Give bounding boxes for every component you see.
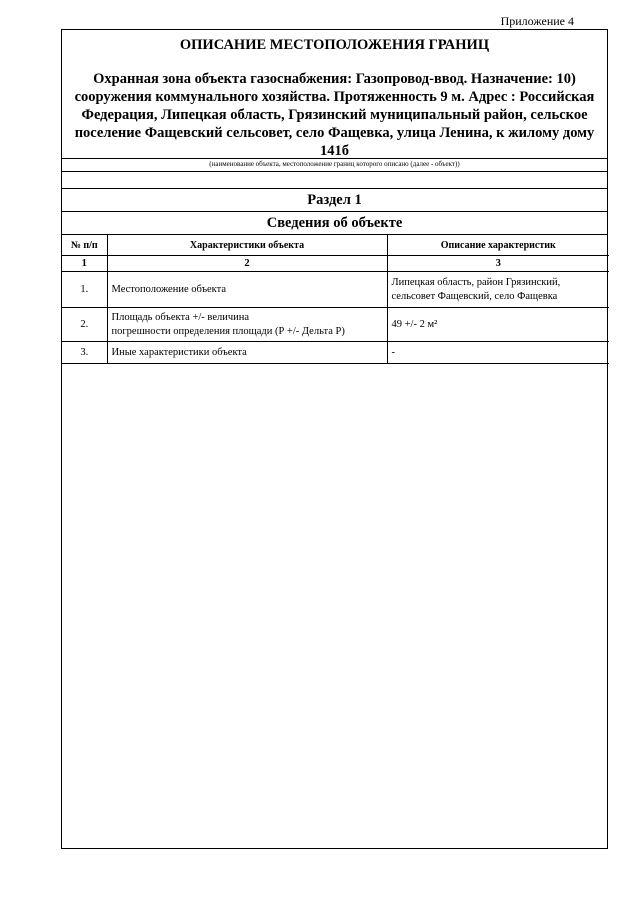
header-number: № п/п	[62, 235, 107, 256]
row-number: 2.	[62, 308, 107, 342]
table-row	[62, 272, 609, 308]
row-description-line: сельсовет Фащевский, село Фащевка	[391, 290, 558, 302]
object-description: Охранная зона объекта газоснабжения: Газопровод-ввод. Назначение: 10) сооружения коммунального хозяйства. Протяженность 9 м. Адрес : Российская Федерация, Липецкая область, Грязинский муниципальный район, сельское поселение Фащевский сельсовет, село Фащевка, улица Ленина, к жилому дому 141б	[74, 71, 595, 159]
row-number: 3.	[62, 342, 107, 364]
row-description: -	[387, 342, 609, 364]
object-caption: (наименование объекта, местоположение границ которого описано (далее - объект))	[62, 158, 607, 172]
column-number-3: 3	[387, 256, 609, 272]
document-title: ОПИСАНИЕ МЕСТОПОЛОЖЕНИЯ ГРАНИЦ	[179, 37, 490, 53]
header-characteristic: Характеристики объекта	[107, 235, 387, 256]
appendix-label: Приложение 4	[500, 14, 574, 28]
document-frame	[61, 29, 608, 849]
column-number-1: 1	[62, 256, 107, 272]
table-column-numbers-row	[62, 256, 609, 272]
section-subtitle: Сведения об объекте	[62, 212, 607, 235]
header-description: Описание характеристик	[387, 235, 609, 256]
column-number-2: 2	[107, 256, 387, 272]
row-characteristic: Местоположение объекта	[107, 272, 387, 308]
table-row	[62, 308, 609, 342]
row-characteristic-line: Площадь объекта +/- величина	[111, 311, 250, 323]
row-number: 1.	[62, 272, 107, 308]
row-characteristic: Иные характеристики объекта	[107, 342, 387, 364]
row-description-line: Липецкая область, район Грязинский,	[391, 276, 561, 288]
spacer-row	[62, 172, 607, 189]
section-title: Раздел 1	[62, 189, 607, 212]
row-description	[387, 272, 609, 308]
table-header-row	[62, 235, 609, 256]
object-info-table	[62, 235, 609, 364]
row-description: 49 +/- 2 м²	[387, 308, 609, 342]
row-characteristic	[107, 308, 387, 342]
table-row	[62, 342, 609, 364]
row-characteristic-line: погрешности определения площади (Р +/- Дельта Р)	[111, 325, 345, 337]
